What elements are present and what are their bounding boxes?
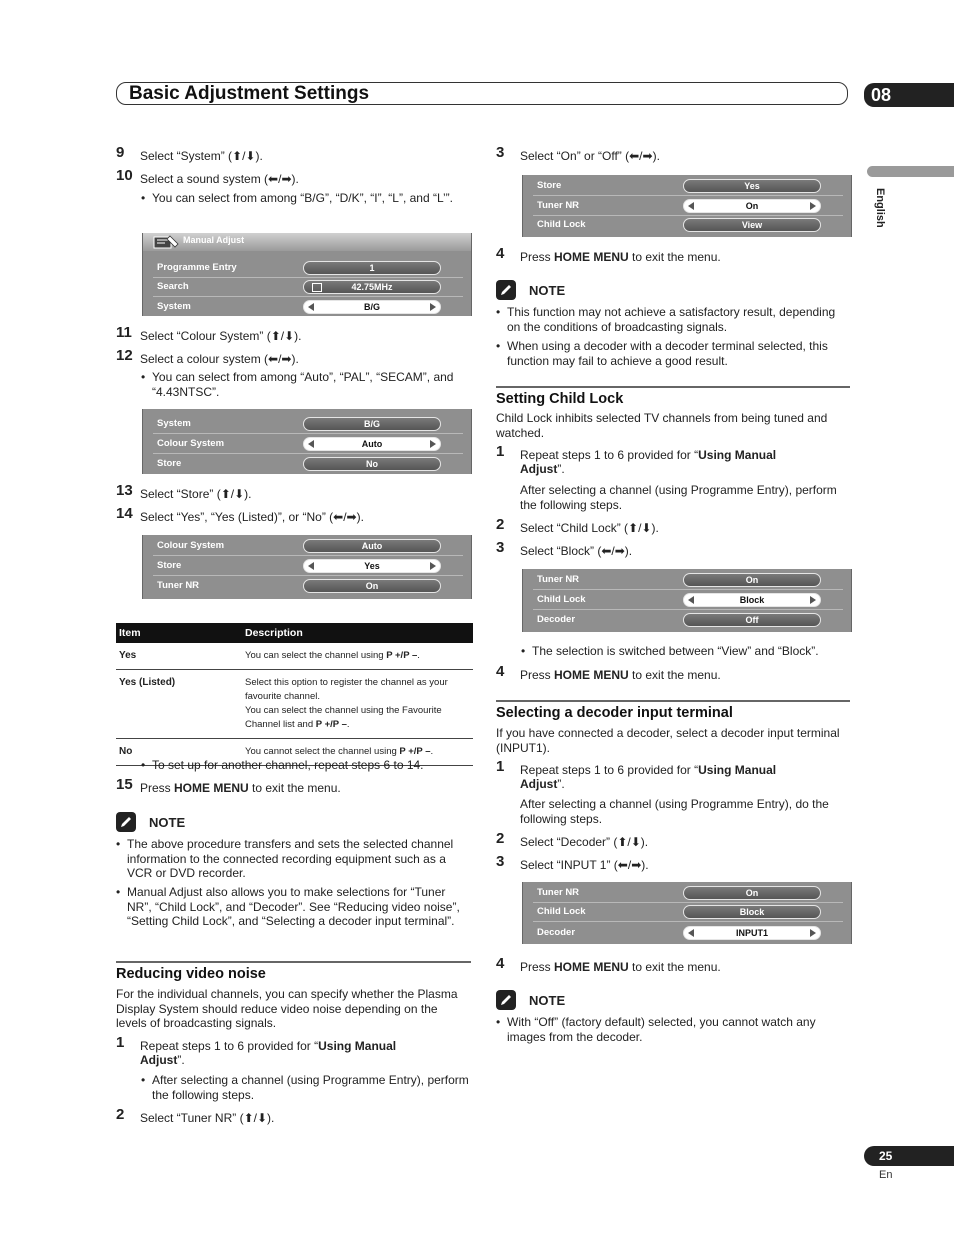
scl-step-3: 3 Select “Block” (⬅/➡).: [496, 539, 633, 558]
table-header-row: [116, 623, 473, 643]
osd-value-selected: B/G: [303, 300, 441, 314]
rvn-step-1: 1 Repeat steps 1 to 6 provided for “Using Manual Adjust”.: [116, 1034, 397, 1067]
left-arrow-icon: [688, 202, 694, 210]
right-arrow-icon: [430, 440, 436, 448]
osd-row: Tuner NR On: [533, 883, 843, 903]
scl-step-1: 1 Repeat steps 1 to 6 provided for “Using Manual Adjust”.: [496, 443, 777, 476]
right-arrow-icon: [810, 596, 816, 604]
osd-value: Auto: [303, 539, 441, 553]
osd-row: Store Yes: [153, 556, 463, 576]
page-title: Basic Adjustment Settings: [116, 82, 848, 105]
osd-colour-system: [142, 409, 472, 474]
page-number: 25: [864, 1146, 954, 1166]
osd-row: Store No: [153, 454, 463, 473]
osd-child-lock: [522, 569, 852, 632]
step-15: 15 Press HOME MENU to exit the menu.: [116, 776, 341, 795]
bullet-repeat-steps: • To set up for another channel, repeat steps 6 to 14.: [141, 758, 424, 772]
store-options-table: [116, 623, 473, 766]
section-heading-reducing-video-noise: Reducing video noise: [116, 961, 471, 986]
osd-value: 42.75MHz: [303, 280, 441, 294]
section-intro: For the individual channels, you can specify whether the Plasma Display System should reduce video noise depending on the levels of broadcasting signals.: [116, 987, 458, 1030]
note-pencil-icon: [496, 990, 516, 1010]
left-arrow-icon: [308, 303, 314, 311]
osd-value: Off: [683, 613, 821, 627]
manual-adjust-icon: [153, 235, 179, 250]
osd-value: On: [683, 573, 821, 587]
sdi-step-3: 3 Select “INPUT 1” (⬅/➡).: [496, 853, 649, 872]
table-header: Item: [116, 623, 242, 643]
osd-decoder: [522, 882, 852, 944]
osd-value-selected: Yes: [303, 559, 441, 573]
note-bullet: • Manual Adjust also allows you to make selections for “Tuner NR”, “Child Lock”, and “Decoder”. See “Reducing video noise”, “Setting Child Lock”, and “Selecting a decoder input terminal”.: [116, 885, 460, 928]
step-12: 12 Select a colour system (⬅/➡).: [116, 347, 299, 366]
page-language-code: En: [879, 1169, 893, 1181]
table-row: Yes (Listed) Select this option to register the channel as your favourite channel. You can select the channel using the Favourite Channel list and P +/P –.: [116, 670, 473, 739]
table-row: No You cannot select the channel using P +/P –.: [116, 739, 473, 766]
r-step-3: 3 Select “On” or “Off” (⬅/➡).: [496, 144, 660, 163]
step-11: 11 Select “Colour System” (⬆/⬇).: [116, 324, 302, 343]
note-pencil-icon: [116, 812, 136, 832]
osd-value: On: [683, 886, 821, 900]
note-pencil-icon: [496, 280, 516, 300]
scl-step-2: 2 Select “Child Lock” (⬆/⬇).: [496, 516, 659, 535]
step-subtext: After selecting a channel (using Programme Entry), do the following steps.: [520, 797, 829, 826]
osd-row: Programme Entry 1: [153, 258, 463, 278]
osd-header: Manual Adjust: [143, 233, 471, 251]
table-row: Yes You can select the channel using P +/P –.: [116, 643, 473, 670]
step-9: 9 Select “System” (⬆/⬇).: [116, 144, 263, 163]
language-tab: [867, 166, 954, 177]
right-arrow-icon: [810, 202, 816, 210]
note-bullet: • When using a decoder with a decoder terminal selected, this function may fail to achieve a good result.: [496, 339, 828, 368]
rvn-step-2: 2 Select “Tuner NR” (⬆/⬇).: [116, 1106, 275, 1125]
scl-step-4: 4 Press HOME MENU to exit the menu.: [496, 663, 721, 682]
table-cell: You cannot select the channel using P +/P –.: [242, 739, 473, 766]
left-arrow-icon: [688, 596, 694, 604]
osd-row: System B/G: [153, 297, 463, 316]
step-10: 10 Select a sound system (⬅/➡).: [116, 167, 299, 186]
memory-icon: [312, 283, 322, 292]
sdi-step-4: 4 Press HOME MENU to exit the menu.: [496, 955, 721, 974]
osd-value-selected: Block: [683, 593, 821, 607]
osd-row: Decoder Off: [533, 610, 843, 629]
osd-row: Tuner NR On: [533, 196, 843, 216]
osd-row: Child Lock Block: [533, 590, 843, 610]
osd-value: 1: [303, 261, 441, 275]
section-intro: If you have connected a decoder, select a decoder input terminal (INPUT1).: [496, 726, 840, 755]
right-arrow-icon: [430, 562, 436, 570]
osd-value: Yes: [683, 179, 821, 193]
osd-row: Child Lock View: [533, 215, 843, 234]
osd-value: B/G: [303, 417, 441, 431]
osd-value-selected: Auto: [303, 437, 441, 451]
step-13: 13 Select “Store” (⬆/⬇).: [116, 482, 252, 501]
table-header: Description: [242, 623, 473, 643]
section-intro: Child Lock inhibits selected TV channels from being tuned and watched.: [496, 411, 828, 440]
section-heading-decoder-input: Selecting a decoder input terminal: [496, 700, 850, 725]
step-subtext: After selecting a channel (using Programme Entry), perform the following steps.: [520, 483, 837, 512]
sdi-step-2: 2 Select “Decoder” (⬆/⬇).: [496, 830, 649, 849]
osd-value: No: [303, 457, 441, 471]
step-14: 14 Select “Yes”, “Yes (Listed)”, or “No” (⬅/➡).: [116, 505, 364, 524]
osd-row: Search 42.75MHz: [153, 277, 463, 297]
osd-manual-adjust: [142, 233, 472, 316]
bullet-after-selecting: • After selecting a channel (using Programme Entry), perform the following steps.: [141, 1073, 469, 1102]
osd-row: Decoder INPUT1: [533, 923, 843, 942]
osd-value: On: [303, 579, 441, 593]
osd-row: Tuner NR On: [533, 570, 843, 590]
note-heading: NOTE: [496, 280, 616, 300]
left-arrow-icon: [308, 440, 314, 448]
osd-row: Colour System Auto: [153, 434, 463, 454]
note-heading: NOTE: [496, 990, 616, 1010]
bullet-sound-systems: • You can select from among “B/G”, “D/K”, “I”, “L”, and “L’”.: [141, 191, 453, 205]
r-step-4: 4 Press HOME MENU to exit the menu.: [496, 245, 721, 264]
sdi-step-1: 1 Repeat steps 1 to 6 provided for “Using Manual Adjust”.: [496, 758, 777, 791]
section-heading-setting-child-lock: Setting Child Lock: [496, 386, 850, 411]
osd-row: Tuner NR On: [153, 576, 463, 595]
osd-row: Colour System Auto: [153, 536, 463, 556]
note-heading: NOTE: [116, 812, 236, 832]
right-arrow-icon: [810, 929, 816, 937]
osd-store: [142, 535, 472, 599]
osd-tuner-nr: [522, 175, 852, 237]
osd-value-selected: On: [683, 199, 821, 213]
bullet-view-block: • The selection is switched between “View” and “Block”.: [521, 644, 819, 658]
right-arrow-icon: [430, 303, 436, 311]
note-bullet: • This function may not achieve a satisfactory result, depending on the conditions of broadcasting signals.: [496, 305, 836, 334]
language-label: English: [874, 188, 886, 228]
note-bullet: • With “Off” (factory default) selected, you cannot watch any images from the decoder.: [496, 1015, 816, 1044]
osd-row: Child Lock Block: [533, 902, 843, 922]
osd-value: View: [683, 218, 821, 232]
osd-row: System B/G: [153, 414, 463, 434]
table-cell: You can select the channel using P +/P –.: [242, 643, 473, 670]
table-cell: Select this option to register the channel as your favourite channel. You can select the channel using the Favourite Channel list and P +/P –.: [242, 670, 473, 739]
osd-value: Block: [683, 905, 821, 919]
osd-row: Store Yes: [533, 176, 843, 196]
left-arrow-icon: [308, 562, 314, 570]
bullet-colour-systems: • You can select from among “Auto”, “PAL”, “SECAM”, and “4.43NTSC”.: [141, 370, 454, 399]
osd-value-selected: INPUT1: [683, 926, 821, 940]
note-bullet: • The above procedure transfers and sets the selected channel information to the connected recording equipment such as a VCR or DVD recorder.: [116, 837, 454, 880]
chapter-tab: 08: [864, 83, 954, 107]
left-arrow-icon: [688, 929, 694, 937]
